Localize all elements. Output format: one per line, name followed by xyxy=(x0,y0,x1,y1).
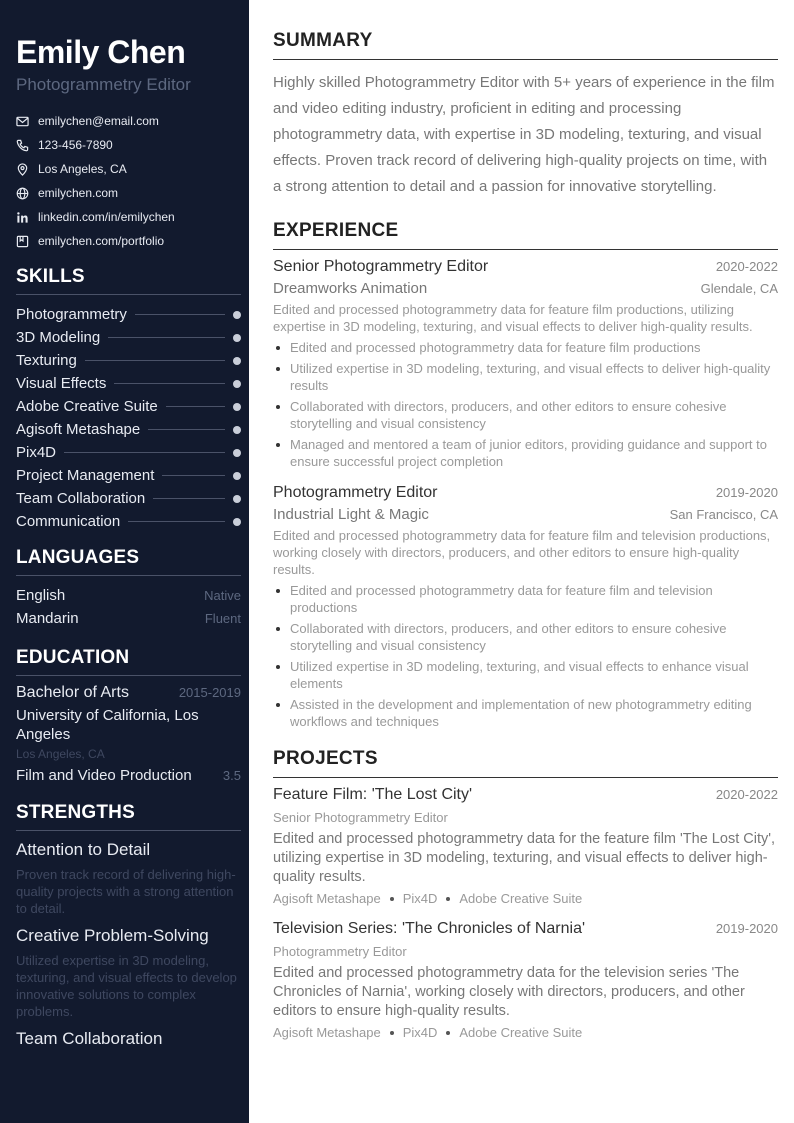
experience-heading: EXPERIENCE xyxy=(273,220,778,250)
strength-title: Creative Problem-Solving xyxy=(16,926,209,945)
skill-divider xyxy=(153,498,225,499)
job-bullet: Edited and processed photogrammetry data for feature film and television productions xyxy=(273,582,778,616)
skill-item xyxy=(16,395,241,418)
skill-label: 3D Modeling xyxy=(16,329,101,346)
skill-item xyxy=(16,372,241,395)
contact-linkedin-text: linkedin.com/in/emilychen xyxy=(38,210,175,224)
contact-email[interactable] xyxy=(16,109,241,133)
project-tag: Adobe Creative Suite xyxy=(459,891,583,906)
job-bullet: Collaborated with directors, producers, and other editors to ensure cohesive storytelling and visual consistency xyxy=(273,620,778,654)
main-content xyxy=(273,30,778,1040)
job-bullet: Collaborated with directors, producers, and other editors to ensure cohesive storytelling and visual consistency xyxy=(273,398,778,432)
strength-title: Attention to Detail xyxy=(16,840,151,859)
contact-portfolio-text: emilychen.com/portfolio xyxy=(38,234,165,248)
job-location: San Francisco, CA xyxy=(669,507,778,522)
skill-item xyxy=(16,464,241,487)
contact-website[interactable] xyxy=(16,181,241,205)
job-title: Photogrammetry Editor xyxy=(273,484,438,501)
skill-item xyxy=(16,326,241,349)
contact-phone-text: 123-456-7890 xyxy=(38,138,113,152)
job-location: Glendale, CA xyxy=(700,281,778,296)
job-title: Senior Photogrammetry Editor xyxy=(273,258,489,275)
skill-divider xyxy=(64,452,225,453)
contact-email-text: emilychen@email.com xyxy=(38,114,159,128)
skill-dot xyxy=(233,426,241,434)
experience-entry xyxy=(273,484,778,730)
skill-item xyxy=(16,487,241,510)
skill-label: Project Management xyxy=(16,467,155,484)
project-description: Edited and processed photogrammetry data for the television series 'The Chronicles of Narnia', working closely with directors, producers, and other editors to ensure high-quality results. xyxy=(273,965,745,1019)
contact-portfolio[interactable] xyxy=(16,229,241,253)
job-bullet: Assisted in the development and implementation of new photogrammetry editing workflows and techniques xyxy=(273,696,778,730)
skill-dot xyxy=(233,403,241,411)
skill-divider xyxy=(128,521,225,522)
skill-divider xyxy=(166,406,225,407)
contact-list xyxy=(16,109,241,253)
language-level: Fluent xyxy=(204,611,241,626)
education-field: Film and Video Production xyxy=(16,767,192,784)
strengths-list xyxy=(16,839,241,1050)
globe-icon xyxy=(16,187,29,200)
projects-heading: PROJECTS xyxy=(273,748,778,778)
contact-linkedin[interactable] xyxy=(16,205,241,229)
languages-list xyxy=(16,584,241,630)
skill-item xyxy=(16,418,241,441)
job-bullet: Managed and mentored a team of junior editors, providing guidance and support to ensure successful project completion xyxy=(273,436,778,470)
strength-title: Team Collaboration xyxy=(16,1029,163,1048)
project-entry xyxy=(273,920,778,1040)
project-title: Feature Film: 'The Lost City' xyxy=(273,786,473,803)
summary-heading: SUMMARY xyxy=(273,30,778,60)
skill-dot xyxy=(233,495,241,503)
skill-dot xyxy=(233,334,241,342)
skill-item xyxy=(16,349,241,372)
skill-label: Visual Effects xyxy=(16,375,107,392)
project-tag: Adobe Creative Suite xyxy=(459,1025,583,1040)
summary-text: Highly skilled Photogrammetry Editor with 5+ years of experience in the film and video editing industry, proficient in editing and processing photogrammetry data, with expertise in 3D modeling, texturing, and visual effects. Proven track record of delivering high-quality projects on time, with a strong attention to detail and a passion for innovative storytelling. xyxy=(273,74,775,195)
location-pin-icon xyxy=(16,163,29,176)
education-entry xyxy=(16,684,241,784)
candidate-name: Emily Chen xyxy=(16,34,186,70)
project-tags xyxy=(273,891,778,906)
project-tag: Pix4D xyxy=(402,1025,438,1040)
skill-divider xyxy=(114,383,225,384)
language-name: English xyxy=(16,587,66,604)
skill-divider xyxy=(162,475,225,476)
skill-dot xyxy=(233,311,241,319)
experience-entry xyxy=(273,258,778,470)
project-role: Photogrammetry Editor xyxy=(273,944,407,959)
languages-heading: LANGUAGES xyxy=(16,547,241,576)
job-description: Edited and processed photogrammetry data for feature film and television productions, working closely with directors, producers, and other editors to ensure high-quality results. xyxy=(273,528,771,577)
contact-website-text: emilychen.com xyxy=(38,186,119,200)
project-title: Television Series: 'The Chronicles of Narnia' xyxy=(273,920,586,937)
project-tag: Agisoft Metashape xyxy=(273,891,381,906)
project-tag: Pix4D xyxy=(402,891,438,906)
skill-label: Pix4D xyxy=(16,444,57,461)
project-dates: 2020-2022 xyxy=(715,787,778,802)
job-dates: 2020-2022 xyxy=(715,259,778,274)
tag-separator xyxy=(390,897,394,901)
skill-divider xyxy=(135,314,225,315)
project-entry xyxy=(273,786,778,906)
language-item xyxy=(16,607,241,630)
job-bullet: Utilized expertise in 3D modeling, texturing, and visual effects to enhance visual elements xyxy=(273,658,778,692)
skill-item xyxy=(16,441,241,464)
skill-divider xyxy=(85,360,225,361)
job-description: Edited and processed photogrammetry data for feature film productions, utilizing expertise in 3D modeling, texturing, and visual effects to deliver high-quality results. xyxy=(273,302,753,334)
skill-label: Adobe Creative Suite xyxy=(16,398,158,415)
contact-location-text: Los Angeles, CA xyxy=(38,162,127,176)
tag-separator xyxy=(446,1031,450,1035)
skill-divider xyxy=(148,429,225,430)
strength-desc: Proven track record of delivering high-quality projects with a strong attention to detail. xyxy=(16,867,236,916)
education-years: 2015-2019 xyxy=(178,685,241,700)
education-heading: EDUCATION xyxy=(16,647,241,676)
job-company: Industrial Light & Magic xyxy=(273,506,429,523)
linkedin-icon xyxy=(16,211,29,224)
project-description: Edited and processed photogrammetry data for the feature film 'The Lost City', utilizing expertise in 3D modeling, texturing, and visual effects to deliver high-quality results. xyxy=(273,831,776,885)
language-level: Native xyxy=(204,588,241,603)
skills-list xyxy=(16,303,241,533)
education-location: Los Angeles, CA xyxy=(16,747,105,761)
language-name: Mandarin xyxy=(16,610,79,627)
candidate-role: Photogrammetry Editor xyxy=(16,75,191,94)
skill-label: Communication xyxy=(16,513,121,530)
skill-label: Photogrammetry xyxy=(16,306,127,323)
phone-icon xyxy=(16,139,29,152)
language-item xyxy=(16,584,241,607)
job-dates: 2019-2020 xyxy=(715,485,778,500)
job-bullets xyxy=(273,339,778,470)
strength-desc: Utilized expertise in 3D modeling, texturing, and visual effects to develop innovative solutions to complex problems. xyxy=(16,953,237,1019)
skill-item xyxy=(16,303,241,326)
project-tag: Agisoft Metashape xyxy=(273,1025,381,1040)
skill-dot xyxy=(233,380,241,388)
job-bullet: Utilized expertise in 3D modeling, texturing, and visual effects to deliver high-quality results xyxy=(273,360,778,394)
sidebar xyxy=(0,0,249,1123)
skills-heading: SKILLS xyxy=(16,266,241,295)
envelope-icon xyxy=(16,115,29,128)
tag-separator xyxy=(446,897,450,901)
education-school: University of California, Los Angeles xyxy=(16,707,199,743)
job-bullets xyxy=(273,582,778,730)
skill-label: Texturing xyxy=(16,352,77,369)
skill-dot xyxy=(233,357,241,365)
skill-divider xyxy=(108,337,225,338)
education-degree: Bachelor of Arts xyxy=(16,684,129,701)
education-gpa: 3.5 xyxy=(222,768,241,783)
skill-item xyxy=(16,510,241,533)
contact-location xyxy=(16,157,241,181)
skill-dot xyxy=(233,449,241,457)
project-role: Senior Photogrammetry Editor xyxy=(273,810,448,825)
portfolio-icon xyxy=(16,235,29,248)
tag-separator xyxy=(390,1031,394,1035)
skill-label: Agisoft Metashape xyxy=(16,421,141,438)
project-tags xyxy=(273,1025,778,1040)
strengths-heading: STRENGTHS xyxy=(16,802,241,831)
project-dates: 2019-2020 xyxy=(715,921,778,936)
skill-label: Team Collaboration xyxy=(16,490,146,507)
skill-dot xyxy=(233,518,241,526)
job-bullet: Edited and processed photogrammetry data for feature film productions xyxy=(273,339,778,356)
contact-phone[interactable] xyxy=(16,133,241,157)
skill-dot xyxy=(233,472,241,480)
job-company: Dreamworks Animation xyxy=(273,280,428,297)
